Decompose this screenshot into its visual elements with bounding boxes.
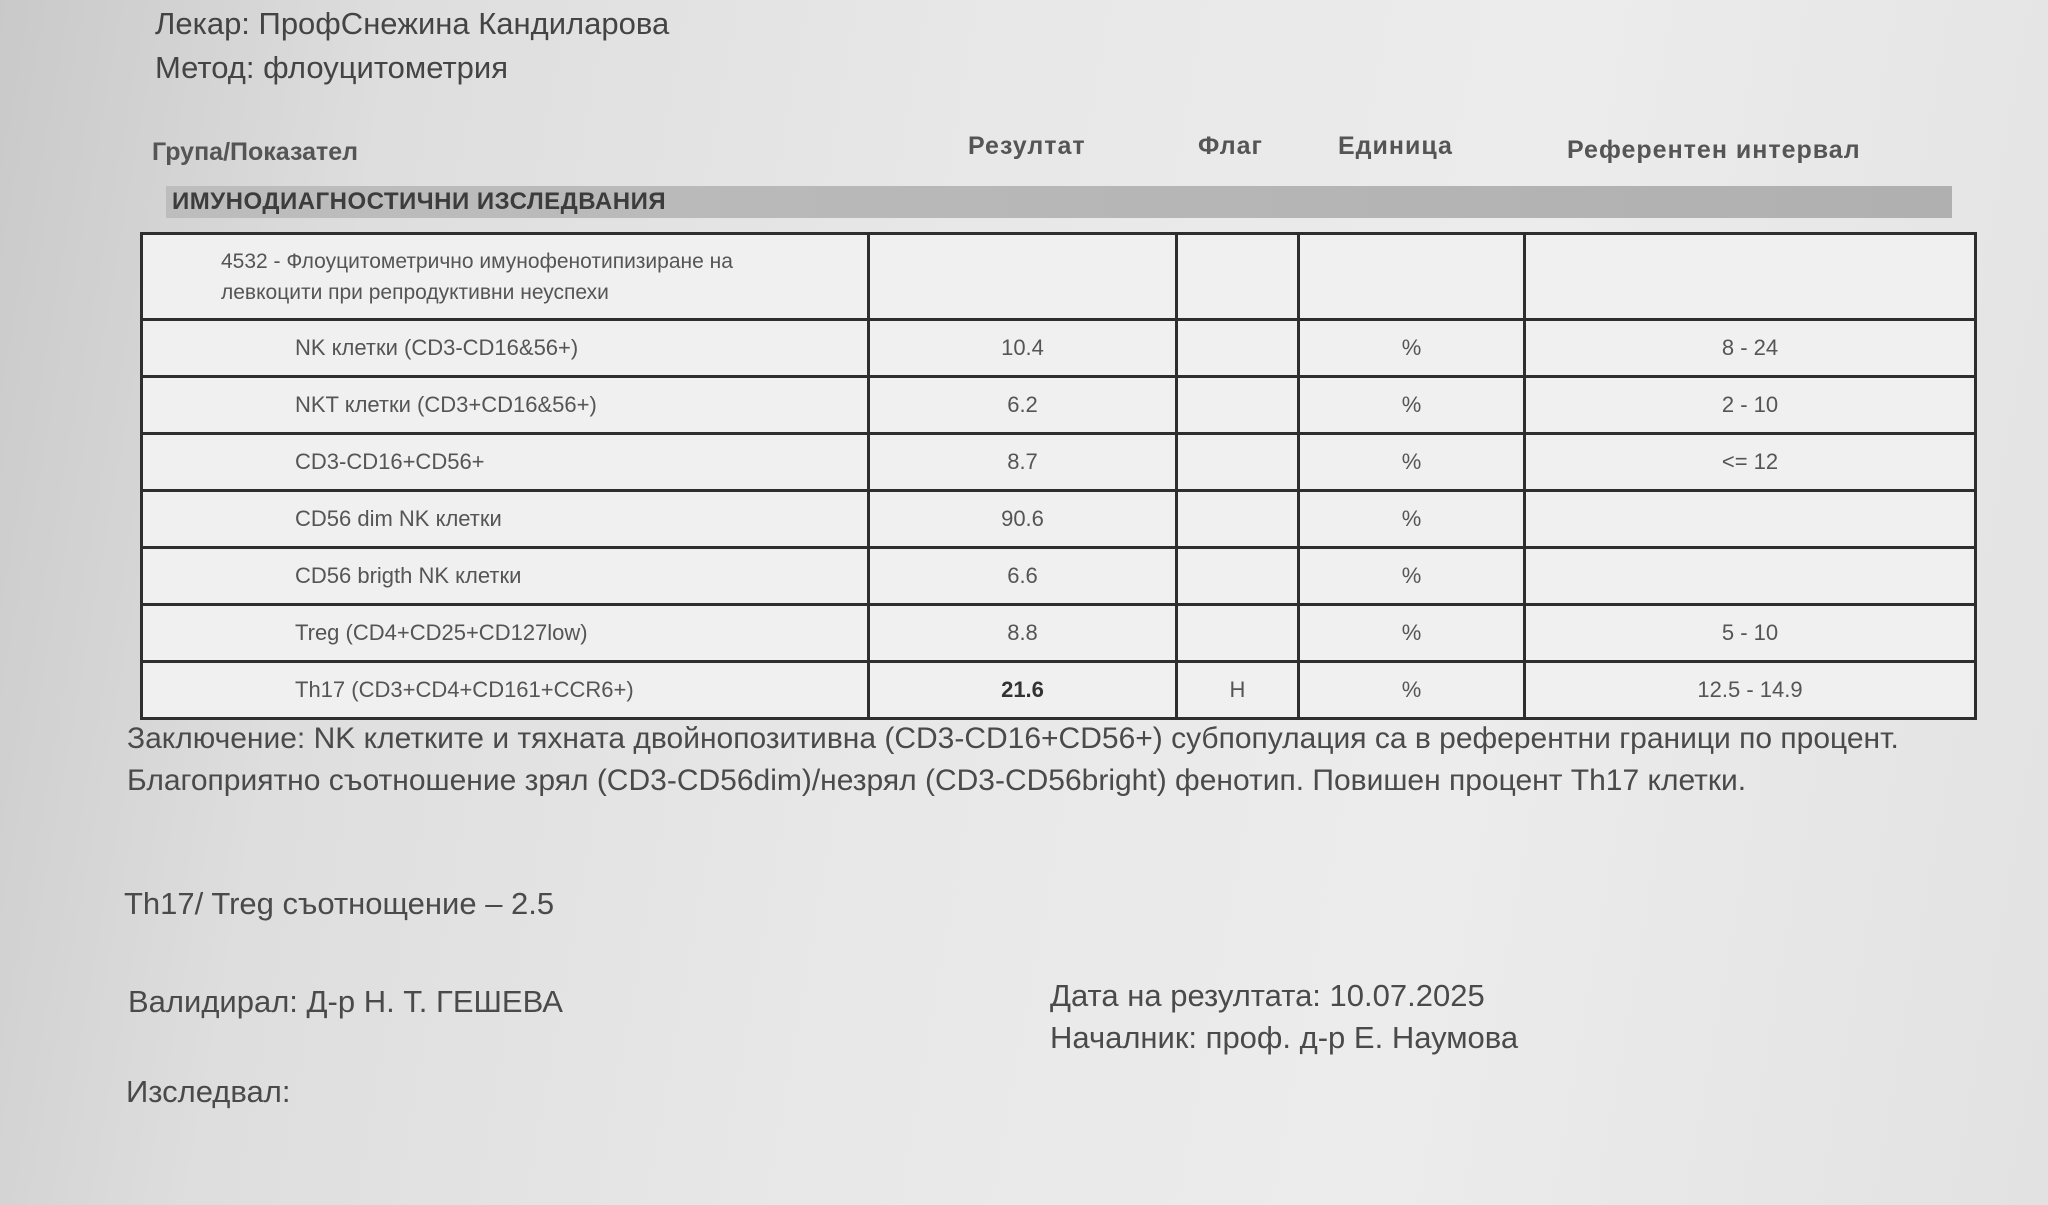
column-header-group: Група/Показател xyxy=(152,138,359,166)
test-unit: % xyxy=(1299,377,1525,434)
test-name: CD56 brigth NK клетки xyxy=(142,548,869,605)
validated-by: Валидирал: Д-р Н. Т. ГЕШЕВА xyxy=(128,984,563,1019)
test-reference: 12.5 - 14.9 xyxy=(1525,662,1976,719)
table-row xyxy=(142,662,1976,719)
test-name: Th17 (CD3+CD4+CD161+CCR6+) xyxy=(142,662,869,719)
table-row xyxy=(142,320,1976,377)
test-result: 10.4 xyxy=(869,320,1177,377)
test-result: 21.6 xyxy=(869,662,1177,719)
test-reference: <= 12 xyxy=(1525,434,1976,491)
group-test-ref-cell xyxy=(1525,234,1976,320)
test-reference: 5 - 10 xyxy=(1525,605,1976,662)
test-name: NK клетки (CD3-CD16&56+) xyxy=(142,320,869,377)
column-header-result: Резултат xyxy=(968,132,1086,160)
doctor-line: Лекар: ПрофСнежина Кандиларова xyxy=(155,6,670,41)
table-row xyxy=(142,605,1976,662)
th17-treg-ratio: Th17/ Treg съотнощение – 2.5 xyxy=(124,886,555,921)
test-name: Treg (CD4+CD25+CD127low) xyxy=(142,605,869,662)
test-unit: % xyxy=(1299,548,1525,605)
test-result: 8.7 xyxy=(869,434,1177,491)
conclusion-text: Заключение: NK клетките и тяхната двойнопозитивна (CD3-CD16+CD56+) субпопулация са в референтни граници по процент. Благоприятно съотношение зрял (CD3-CD56dim)/незрял (CD3-CD56bright) фенотип. Повишен процент Th17 клетки. xyxy=(127,722,1899,797)
result-date: Дата на резултата: 10.07.2025 xyxy=(1050,978,1485,1013)
examined-by: Изследвал: xyxy=(126,1074,291,1109)
test-reference xyxy=(1525,491,1976,548)
test-flag xyxy=(1177,605,1299,662)
test-unit: % xyxy=(1299,491,1525,548)
test-flag xyxy=(1177,434,1299,491)
group-test-flag-cell xyxy=(1177,234,1299,320)
results-table xyxy=(140,232,1977,720)
test-unit: % xyxy=(1299,434,1525,491)
test-flag-high: H xyxy=(1177,662,1299,719)
group-test-name xyxy=(142,234,869,320)
test-result: 8.8 xyxy=(869,605,1177,662)
test-result: 90.6 xyxy=(869,491,1177,548)
test-unit: % xyxy=(1299,605,1525,662)
test-unit: % xyxy=(1299,662,1525,719)
section-title: ИМУНОДИАГНОСТИЧНИ ИЗСЛЕДВАНИЯ xyxy=(166,186,1952,218)
test-flag xyxy=(1177,377,1299,434)
test-result: 6.6 xyxy=(869,548,1177,605)
table-row xyxy=(142,377,1976,434)
test-reference xyxy=(1525,548,1976,605)
group-test-line-1: 4532 - Флоуцитометрично имунофенотипизиране на xyxy=(221,249,733,273)
test-name: CD3-CD16+CD56+ xyxy=(142,434,869,491)
test-flag xyxy=(1177,320,1299,377)
test-unit: % xyxy=(1299,320,1525,377)
group-test-unit-cell xyxy=(1299,234,1525,320)
column-header-flag: Флаг xyxy=(1198,132,1263,160)
test-flag xyxy=(1177,548,1299,605)
table-row xyxy=(142,434,1976,491)
table-row-group-test xyxy=(142,234,1976,320)
column-header-unit: Единица xyxy=(1338,132,1453,160)
group-test-line-2: левкоцити при репродуктивни неуспехи xyxy=(221,280,609,304)
test-reference: 2 - 10 xyxy=(1525,377,1976,434)
table-row xyxy=(142,548,1976,605)
method-line: Метод: флоуцитометрия xyxy=(155,50,508,85)
department-chief: Началник: проф. д-р Е. Наумова xyxy=(1050,1020,1519,1055)
test-name: NKT клетки (CD3+CD16&56+) xyxy=(142,377,869,434)
test-reference: 8 - 24 xyxy=(1525,320,1976,377)
table-row xyxy=(142,491,1976,548)
test-name: CD56 dim NK клетки xyxy=(142,491,869,548)
test-flag xyxy=(1177,491,1299,548)
group-test-result-cell xyxy=(869,234,1177,320)
test-result: 6.2 xyxy=(869,377,1177,434)
column-header-reference: Референтен интервал xyxy=(1567,136,1861,164)
